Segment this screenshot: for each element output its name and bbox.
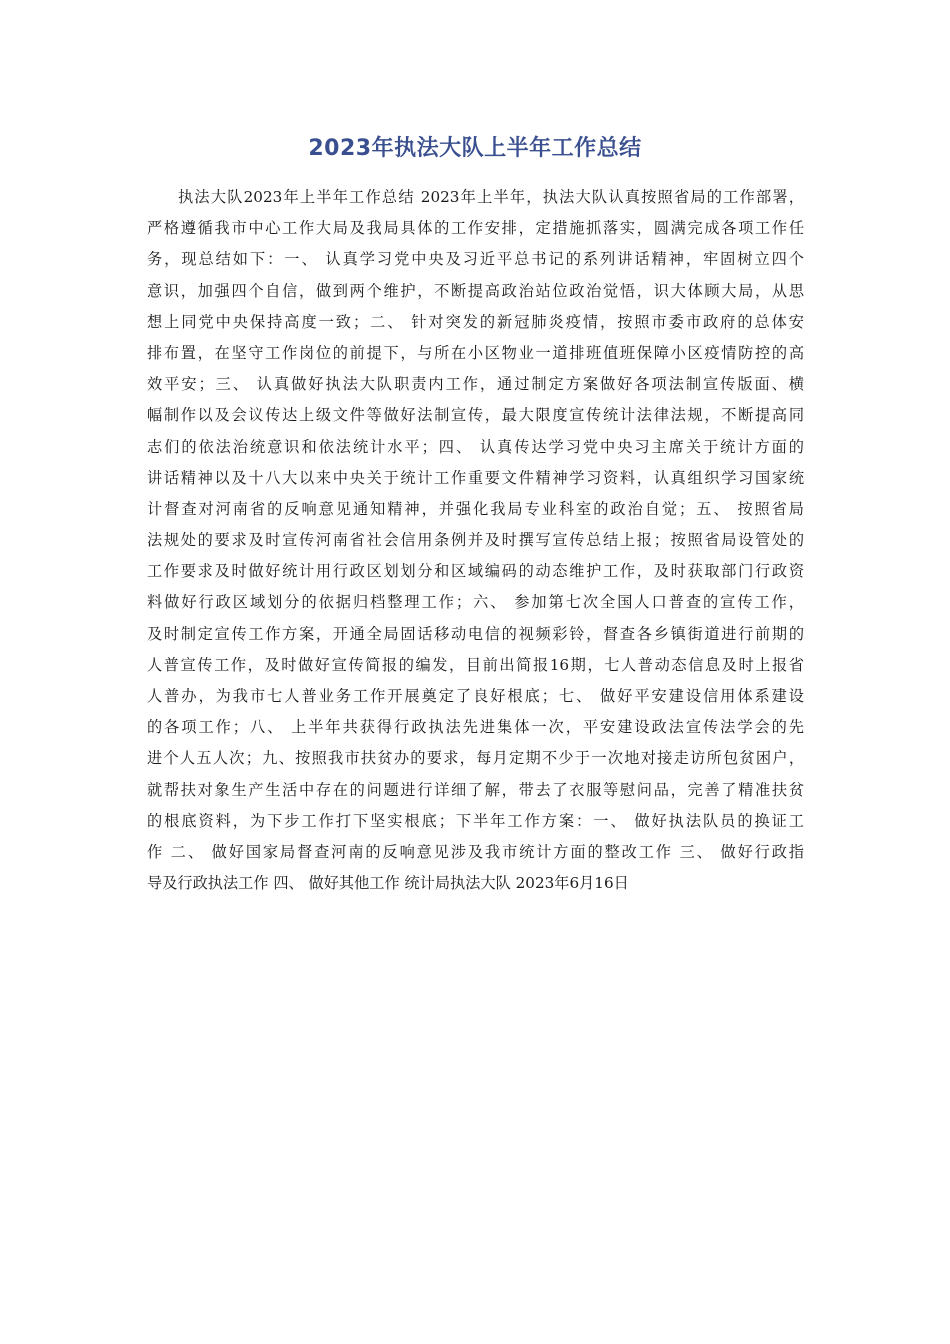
document-title: 2023年执法大队上半年工作总结 — [308, 136, 642, 161]
body-line: 计督查对河南省的反响意见通知精神，并强化我局专业科室的政治自觉；五、 按照省局 — [147, 499, 804, 518]
body-line: 作 二、 做好国家局督查河南的反响意见涉及我市统计方面的整改工作 三、 做好行政指 — [147, 842, 804, 861]
body-line: 的各项工作；八、 上半年共获得行政执法先进集体一次，平安建设政法宣传法学会的先 — [147, 718, 804, 737]
body-line: 排布置，在坚守工作岗位的前提下，与所在小区物业一道排班值班保障小区疫情防控的高 — [147, 343, 804, 362]
body-line: 的根底资料，为下步工作打下坚实根底；下半年工作方案：一、 做好执法队员的换证工 — [147, 811, 804, 830]
body-line: 及时制定宣传工作方案，开通全局固话移动电信的视频彩铃，督查各乡镇街道进行前期的 — [147, 624, 804, 643]
body-line: 想上同党中央保持高度一致；二、 针对突发的新冠肺炎疫情，按照市委市政府的总体安 — [147, 312, 804, 331]
body-line: 人普办，为我市七人普业务工作开展奠定了良好根底；七、 做好平安建设信用体系建设 — [147, 687, 804, 705]
body-line: 料做好行政区域划分的依据归档整理工作；六、 参加第七次全国人口普查的宣传工作， — [147, 593, 804, 612]
body-line: 工作要求及时做好统计用行政区划划分和区域编码的动态维护工作，及时获取部门行政资 — [147, 562, 804, 581]
body-line: 就帮扶对象生产生活中存在的问题进行详细了解，带去了衣服等慰问品，完善了精准扶贫 — [147, 780, 804, 799]
body-line: 幅制作以及会议传达上级文件等做好法制宣传，最大限度宣传统计法律法规，不断提高同 — [147, 406, 804, 425]
body-line: 法规处的要求及时宣传河南省社会信用条例并及时撰写宣传总结上报；按照省局设管处的 — [147, 531, 804, 550]
document-body — [147, 182, 804, 899]
body-line: 讲话精神以及十八大以来中央关于统计工作重要文件精神学习资料，认真组织学习国家统 — [147, 468, 804, 487]
body-line: 进个人五人次；九、按照我市扶贫办的要求，每月定期不少于一次地对接走访所包贫困户， — [147, 749, 804, 768]
body-line: 严格遵循我市中心工作大局及我局具体的工作安排，定措施抓落实，圆满完成各项工作任 — [147, 219, 804, 238]
body-line: 志们的依法治统意识和依法统计水平；四、 认真传达学习党中央习主席关于统计方面的 — [147, 437, 804, 456]
body-line: 效平安；三、 认真做好执法大队职责内工作，通过制定方案做好各项法制宣传版面、横 — [147, 375, 804, 394]
body-line: 务，现总结如下：一、 认真学习党中央及习近平总书记的系列讲话精神，牢固树立四个 — [147, 250, 804, 269]
body-line: 执法大队2023年上半年工作总结 2023年上半年，执法大队认真按照省局的工作部署， — [178, 188, 804, 206]
body-line: 导及行政执法工作 四、 做好其他工作 统计局执法大队 2023年6月16日 — [147, 874, 629, 893]
body-line: 意识，加强四个自信，做到两个维护，不断提高政治站位政治觉悟，识大体顾大局，从思 — [147, 281, 804, 300]
body-line: 人普宣传工作，及时做好宣传简报的编发，目前出简报16期，七人普动态信息及时上报省 — [147, 655, 804, 674]
